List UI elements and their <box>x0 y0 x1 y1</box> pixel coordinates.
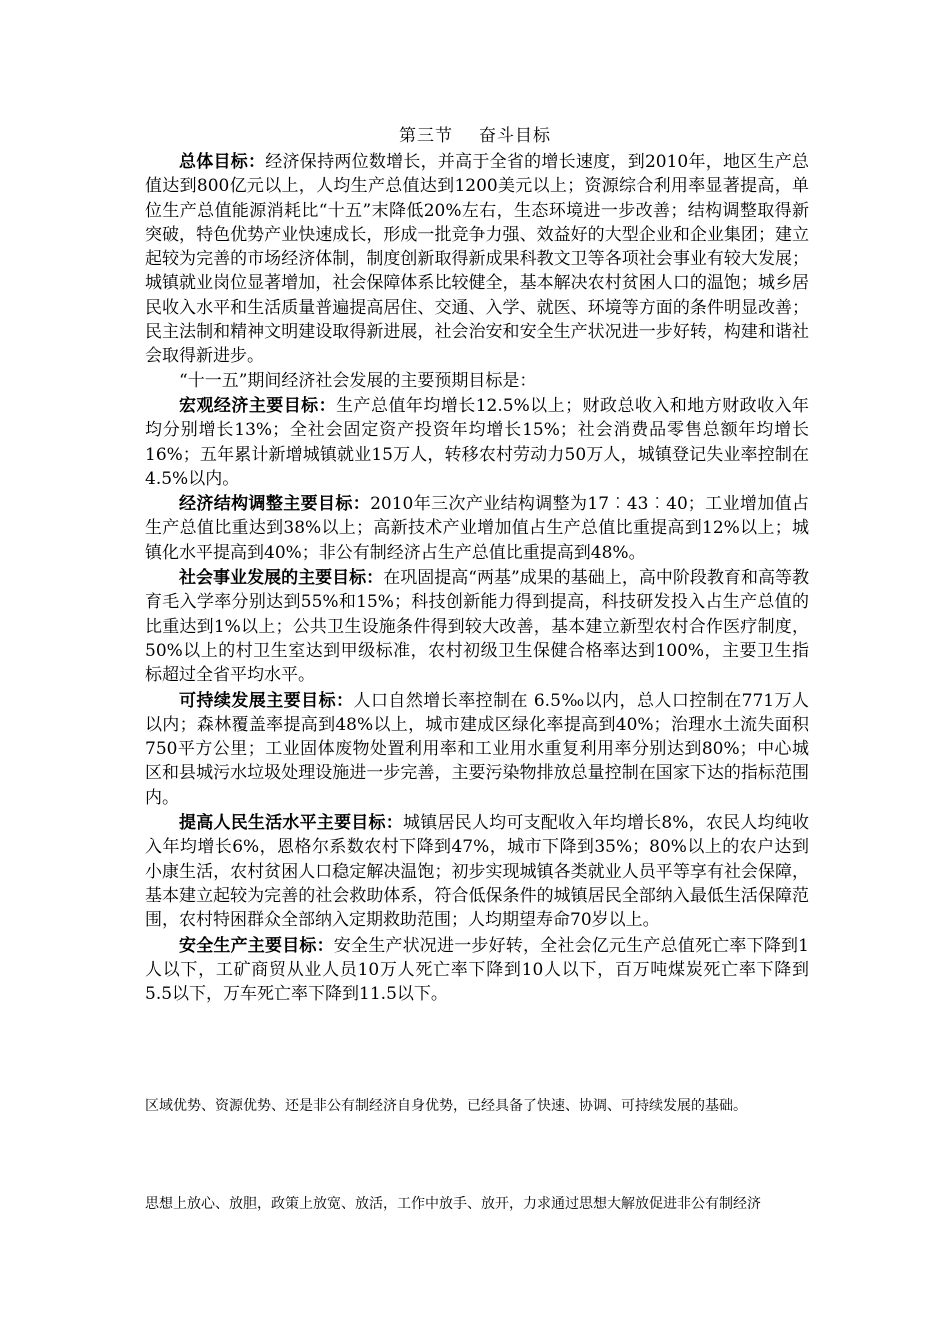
paragraph-label: 社会事业发展的主要目标： <box>179 568 384 589</box>
section-heading <box>0 124 950 148</box>
footer-note-2: 思想上放心、放胆，政策上放宽、放活，工作中放手、放开，力求通过思想大解放促进非公有制经济 <box>145 1196 761 1212</box>
paragraph-label: 提高人民生活水平主要目标： <box>179 813 403 834</box>
paragraph-text: 安全生产状况进一步好转，全社会亿元生产总值死亡率下降到1人以下，工矿商贸从业人员10万人死亡率下降到10人以下，百万吨煤炭死亡率下降到5.5以下，万车死亡率下降到11.5以下。 <box>145 935 809 1005</box>
paragraph-safety-goal <box>145 934 809 1007</box>
paragraph-label: 经济结构调整主要目标： <box>179 494 371 515</box>
paragraph-text: 城镇居民人均可支配收入年均增长8%，农民人均纯收入年均增长6%，恩格尔系数农村下降到47%，城市下降到35%；80%以上的农户达到小康生活，农村贫困人口稳定解决温饱；初步实现城镇各类就业人员平等享有社会保障，基本建立起较为完善的社会救助体系，符合低保条件的城镇居民全部纳入最低生活保障范围，农村特困群众全部纳入定期救助范围；人均期望寿命70岁以上。 <box>145 813 810 931</box>
paragraph-living-goal <box>145 811 809 932</box>
paragraph-text: 2010年三次产业结构调整为17︰43︰40；工业增加值占生产总值比重达到38%以上；高新技术产业增加值占生产总值比重提高到12%以上；城镇化水平提高到40%；非公有制经济占生产总值比重提高到48%。 <box>145 494 809 563</box>
section-title: 奋斗目标 <box>479 126 551 146</box>
paragraph-label: 安全生产主要目标： <box>179 935 334 956</box>
paragraph-text: 经济保持两位数增长，并高于全省的增长速度，到2010年，地区生产总值达到800亿元以上，人均生产总值达到1200美元以上；资源综合利用率显著提高，单位生产总值能源消耗比“十五”末降低20%左右，生态环境进一步改善；结构调整取得新突破，特色优势产业快速成长，形成一批竞争力强、效益好的大型企业和企业集团；建立起较为完善的市场经济体制，制度创新取得新成果科教文卫等各项社会事业有较大发展；城镇就业岗位显著增加，社会保障体系比较健全，基本解决农村贫困人口的温饱；城乡居民收入水平和生活质量普遍提高居住、交通、入学、就医、环境等方面的条件明显改善；民主法制和精神文明建设取得新进展，社会治安和安全生产状况进一步好转，构建和谐社会取得新进步。 <box>145 152 810 367</box>
paragraph-overall-goal <box>145 150 809 369</box>
paragraph-macro-goal <box>145 394 809 491</box>
paragraph-label: 可持续发展主要目标： <box>179 690 354 711</box>
paragraph-social-goal <box>145 566 809 687</box>
paragraph-text: 在巩固提高“两基”成果的基础上，高中阶段教育和高等教育毛入学率分别达到55%和15%；科技创新能力得到提高，科技研发投入占生产总值的比重达到1%以上；公共卫生设施条件得到较大改善，基本建立新型农村合作医疗制度，50%以上的村卫生室达到甲级标准，农村初级卫生保健合格率达到100%，主要卫生指标超过全省平均水平。 <box>145 568 809 686</box>
paragraph-text: 人口自然增长率控制在 6.5‰以内，总人口控制在771万人以内；森林覆盖率提高到48%以上，城市建成区绿化率提高到40%；治理水土流失面积750平方公里；工业固体废物处置利用率和工业用水重复利用率分别达到80%；中心城区和县城污水垃圾处理设施进一步完善，主要污染物排放总量控制在国家下达的指标范围内。 <box>145 690 809 808</box>
paragraph-text: 生产总值年均增长12.5%以上；财政总收入和地方财政收入年均分别增长13%；全社会固定资产投资年均增长15%；社会消费品零售总额年均增长16%；五年累计新增城镇就业15万人，转移农村劳动力50万人，城镇登记失业率控制在4.5%以内。 <box>145 395 809 489</box>
paragraph-label: 宏观经济主要目标： <box>179 395 337 416</box>
paragraph-structure-goal <box>145 492 809 565</box>
paragraph-sustainable-goal <box>145 689 809 810</box>
body-text <box>145 150 809 1006</box>
section-number: 第三节 <box>399 126 453 146</box>
paragraph-label: 总体目标： <box>179 152 266 172</box>
footer-note-1: 区域优势、资源优势、还是非公有制经济自身优势，已经具备了快速、协调、可持续发展的基础。 <box>145 1098 747 1114</box>
paragraph-text: “十一五”期间经济社会发展的主要预期目标是： <box>179 370 537 391</box>
paragraph-intro <box>145 369 809 393</box>
